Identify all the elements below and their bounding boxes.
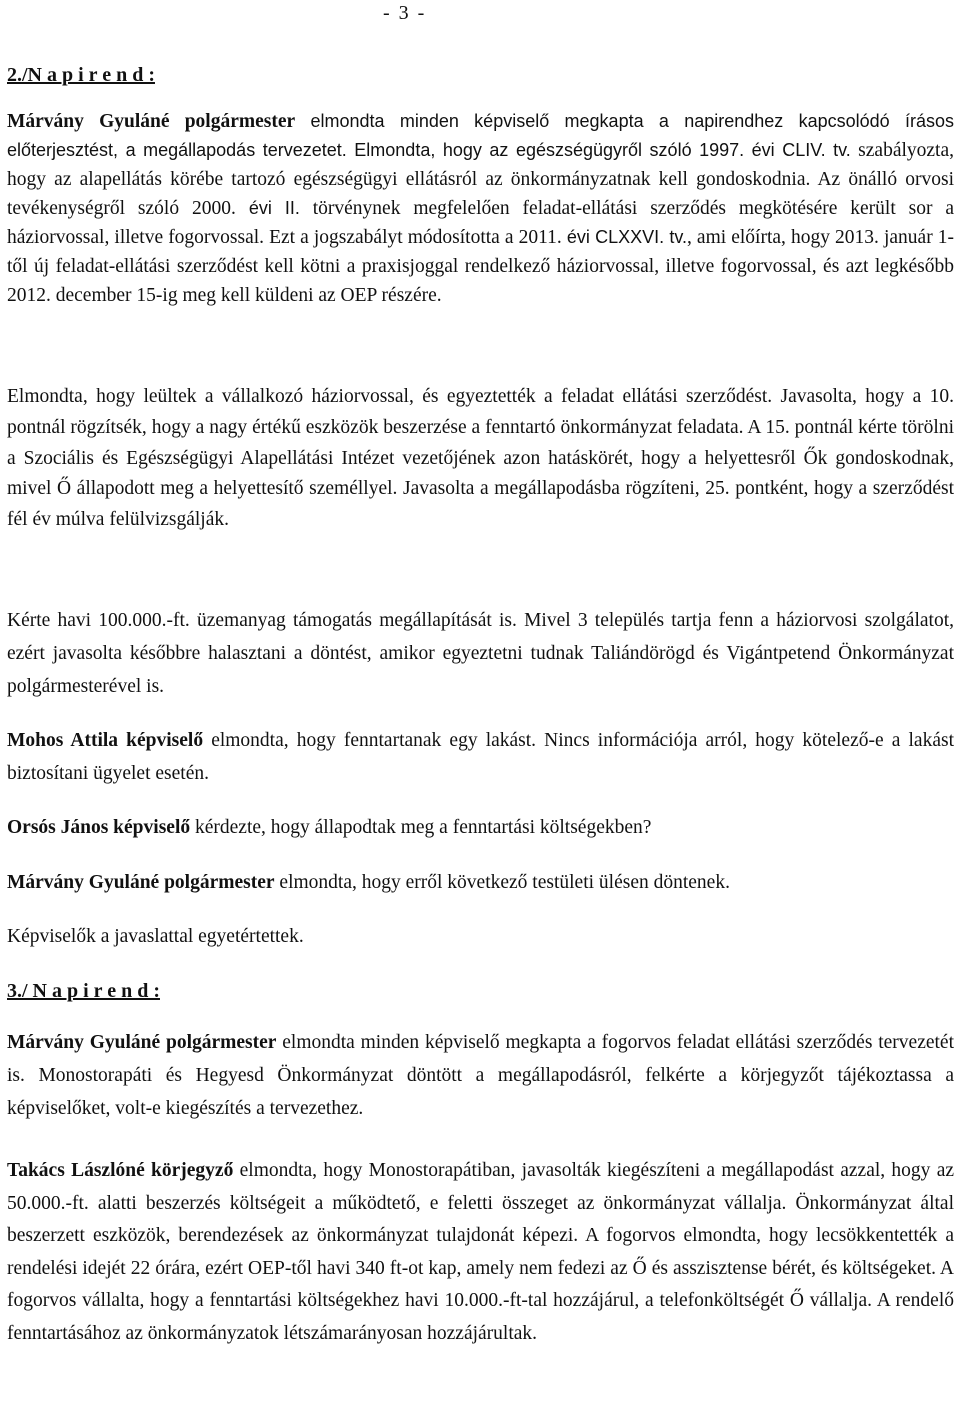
speaker-name: Márvány Gyuláné polgármester — [7, 111, 296, 132]
speaker-name: Mohos Attila képviselő — [7, 730, 204, 751]
agenda-item-3-heading: 3./ N a p i r e n d : — [7, 980, 160, 1002]
page-number: - 3 - — [383, 2, 427, 24]
agenda-2-paragraph-1: Márvány Gyuláné polgármester elmondta minden képviselő megkapta a napirendhez kapcsolódó írásos előterjesztést, a megállapodás tervezetet. Elmondta, hogy az egészségügyről szóló 1997. évi CLIV. tv. szabályozta, hogy az alapellátás körébe tartozó egészségügyi ellátásról az önkormányzatnak kell gondoskodnia. Az önálló orvosi tevékenységről szóló 2000. évi II. törvénynek megfelelően feladat-ellátási szerződés megkötésére került sor a háziorvossal, illetve fogorvossal. Ezt a jogszabályt módosította a 2011. évi CLXXVI. tv., ami előírta, hogy 2013. január 1-től új feladat-ellátási szerződést kell kötni a praxisjoggal rendelkező háziorvossal, illetve fogorvossal, és azt legkésőbb 2012. december 15-ig meg kell küldeni az OEP részére. — [7, 111, 955, 306]
agenda-item-2-heading: 2./N a p i r e n d : — [7, 64, 155, 86]
speaker-name: Márvány Gyuláné polgármester — [7, 1032, 277, 1053]
agenda-2-paragraph-3: Kérte havi 100.000.-ft. üzemanyag támogatás megállapítását is. Mivel 3 település tartja fenn a háziorvosi szolgálatot, ezért javasolta későbbre halasztani a döntést, amikor egyeztetni tudnak Taliándörögd és Vigántpetend Önkormányzat polgármesterével is. — [7, 610, 954, 697]
agenda-3-paragraph-1: Márvány Gyuláné polgármester elmondta minden képviselő megkapta a fogorvos feladat ellátási szerződés tervezetét is. Monostorapáti és Hegyesd Önkormányzat döntött a megállapodásról, felkérte a körjegyzőt tájékoztassa a képviselőket, volt-e kiegészítés a tervezethez. — [7, 1032, 955, 1119]
agenda-2-paragraph-5: Orsós János képviselő kérdezte, hogy állapodtak meg a fenntartási költségekben? — [7, 817, 652, 838]
agenda-2-paragraph-2: Elmondta, hogy leültek a vállalkozó háziorvossal, és egyeztették a feladat ellátási szerződést. Javasolta, hogy a 10. pontnál rögzítsék, hogy a nagy értékű eszközök beszerzése a fenntartó önkormányzat feladata. A 15. pontnál kérte törölni a Szociális és Egészségügyi Alapellátási Intézet vezetőjének azon hatáskörét, hogy a helyettesről Ők gondoskodnak, mivel Ő állapodott meg a helyettesítő személlyel. Javasolta a megállapodásba rögzíteni, 25. pontként, hogy a szerződést fél év múlva felülvizsgálják. — [7, 386, 954, 531]
agenda-2-paragraph-7: Képviselők a javaslattal egyetértettek. — [7, 926, 304, 947]
agenda-2-paragraph-6: Márvány Gyuláné polgármester elmondta, hogy erről következő testületi ülésen döntenek. — [7, 872, 730, 893]
speaker-name: Márvány Gyuláné polgármester — [7, 872, 275, 893]
agenda-2-paragraph-4: Mohos Attila képviselő elmondta, hogy fenntartanak egy lakást. Nincs információja arról, hogy kötelező-e a lakást biztosítani ügyelet esetén. — [7, 730, 954, 784]
speaker-name: Orsós János képviselő — [7, 817, 191, 838]
speaker-name: Takács Lászlóné körjegyző — [7, 1160, 234, 1181]
agenda-3-paragraph-2: Takács Lászlóné körjegyző elmondta, hogy Monostorapátiban, javasolták kiegészíteni a megállapodást azzal, hogy az 50.000.-ft. alatti beszerzés költségeit a működtető, e feletti összeget az önkormányzat vállalja. Önkormányzat által beszerzett eszközök, berendezések az önkormányzat tulajdonát képezi. A fogorvos elmondta, hogy lecsökkentették a rendelési idejét 22 órára, ezért OEP-től havi 340 ft-ot kap, amely nem fedezi az Ő és asszisztense bérét, és költségeket. A fogorvos vállalta, hogy a fenntartási költségekhez havi 10.000.-ft-tal hozzájárul, a telefonköltségét Ő vállalja. A rendelő fenntartásához az önkormányzatok létszámarányosan hozzájárultak. — [7, 1160, 955, 1344]
